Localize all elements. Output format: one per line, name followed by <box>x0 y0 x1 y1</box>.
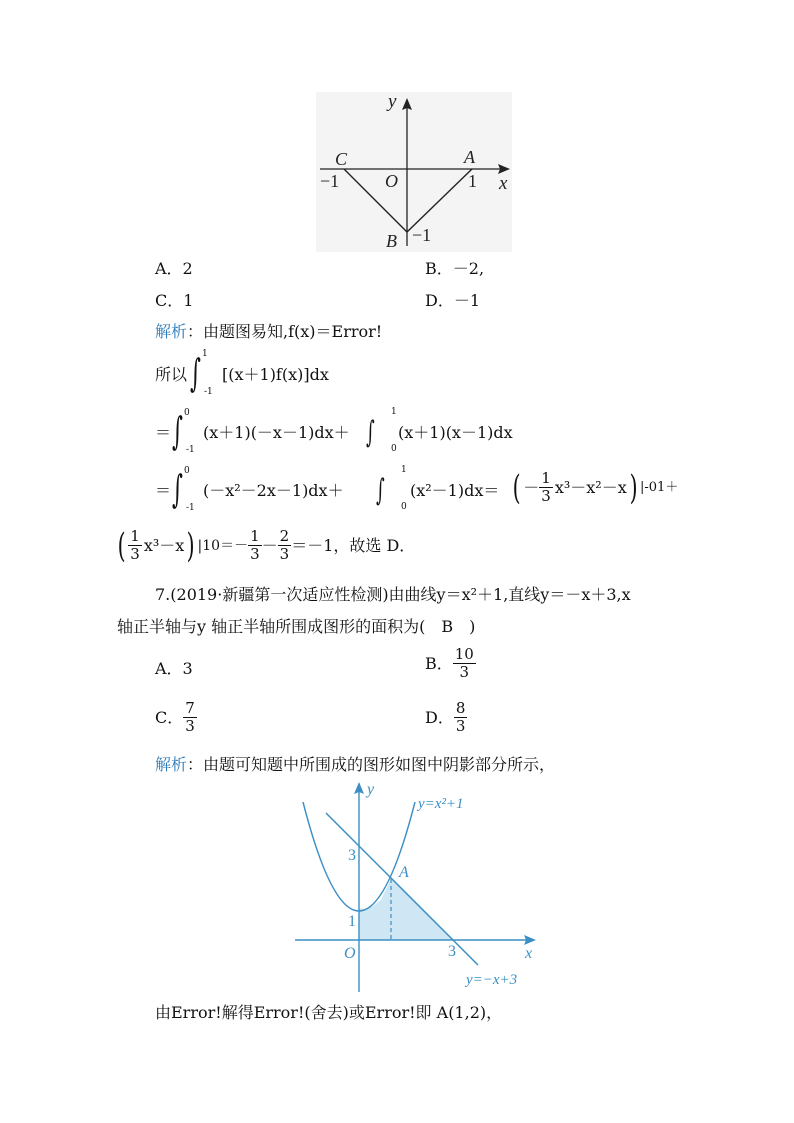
integral-sign: ∫ <box>366 415 375 450</box>
fraction-numerator: 1 <box>130 527 140 545</box>
fraction <box>539 470 553 505</box>
right-paren: ) <box>629 467 638 508</box>
fraction-numerator: 8 <box>455 699 466 717</box>
sol6-line4-lower: -1 <box>186 503 195 513</box>
curve-label: y=x²+1 <box>418 796 464 812</box>
sol7-label: 解析 <box>155 755 188 774</box>
option-prefix: C． <box>155 707 184 727</box>
sol6-line1 <box>155 322 382 342</box>
sol6-line5-minus: － <box>261 535 278 555</box>
q7-option-c <box>155 700 197 735</box>
figure-1-label-B: B <box>386 231 397 251</box>
integral-sign: ∫ <box>376 473 385 508</box>
figure-1-label-y: y <box>388 92 397 112</box>
right-paren: ) <box>186 525 195 566</box>
integral-sign: ∫ <box>190 351 201 395</box>
sol6-line5 <box>115 525 416 566</box>
sol6-line3-upper: 0 <box>184 408 190 418</box>
sol7-final-line: 由Error!解得Error!(舍去)或Error!即 A(1,2)， <box>155 1003 503 1022</box>
figure-2-label-A: A <box>399 864 409 881</box>
fraction-numerator: 10 <box>454 645 474 663</box>
sol6-line3-integrand2: (x＋1)(x－1)dx <box>398 423 513 442</box>
left-paren: ( <box>117 525 126 566</box>
sol6-line4-eq: ＝ <box>155 481 172 500</box>
figure-2-label-x: x <box>525 945 533 962</box>
sol6-line4-bracket-expr <box>510 467 679 508</box>
integral-sign: ∫ <box>172 409 183 453</box>
q7-option-a: A．3 <box>155 659 193 678</box>
fraction-denominator: 3 <box>455 717 466 735</box>
figure-1-label-neg1-x: −1 <box>320 171 340 191</box>
sol6-line3-integrand1: (x＋1)(－x－1)dx＋ <box>203 423 350 442</box>
fraction-denominator: 3 <box>250 545 260 563</box>
integral-sign: ∫ <box>172 467 183 511</box>
figure-2-label-y: y <box>367 781 375 798</box>
figure-2-label-O: O <box>344 945 356 962</box>
sol6-line5-bar: |10＝－ <box>197 537 249 554</box>
q7-stem-line1: 7.(2019·新疆第一次适应性检测)由曲线y＝x²＋1,直线y＝－x＋3,x <box>155 585 631 604</box>
fraction-denominator: 3 <box>541 487 551 505</box>
fraction <box>278 528 292 563</box>
fraction <box>183 700 197 735</box>
q6-option-d: D．－1 <box>425 291 481 310</box>
figure-1-graph <box>316 92 512 252</box>
q7-option-b <box>425 646 476 681</box>
option-prefix: B． <box>425 653 453 673</box>
option-prefix: D． <box>425 707 454 727</box>
sol6-line2-upper: 1 <box>202 349 208 359</box>
figure-1-label-A: A <box>464 147 475 167</box>
fraction-denominator: 3 <box>459 663 470 681</box>
sol6-line4-minus: － <box>523 477 540 497</box>
fraction-numerator: 1 <box>250 527 260 545</box>
q7-option-d <box>425 700 467 735</box>
sol6-line5-end: ＝－1，故选 D． <box>291 535 416 555</box>
fraction-numerator: 2 <box>279 527 290 545</box>
figure-1-label-neg1-y: −1 <box>412 225 432 245</box>
figure-2-graph <box>293 778 543 996</box>
fraction-denominator: 3 <box>185 717 195 735</box>
sol6-line4-tail: |-01＋ <box>640 479 679 495</box>
fraction-denominator: 3 <box>279 545 290 563</box>
sol6-line4-integrand2: (x²－1)dx＝ <box>410 481 500 500</box>
figure-1-label-C: C <box>335 149 348 169</box>
figure-1-label-1: 1 <box>468 171 477 191</box>
sol6-line4-upper2: 1 <box>401 465 407 475</box>
sol6-line2-integrand: [(x＋1)f(x)]dx <box>222 365 329 384</box>
sol6-line4-rest: x³－x²－x <box>554 477 627 497</box>
sol6-line2-prefix: 所以 <box>155 365 188 384</box>
fraction-numerator: 1 <box>541 469 551 487</box>
sol6-line4-lower2: 0 <box>401 502 407 512</box>
q6-option-c: C．1 <box>155 291 194 310</box>
figure-1-label-x: x <box>499 173 508 194</box>
fraction-numerator: 7 <box>185 699 195 717</box>
sol7-text: ：由题可知题中所围成的图形如图中阴影部分所示， <box>187 755 556 774</box>
figure-2-label-1y: 1 <box>348 913 356 930</box>
sol6-line3-upper2: 1 <box>391 407 397 417</box>
sol6-line3-lower2: 0 <box>391 444 397 454</box>
sol6-line5-in: x³－x <box>143 535 185 555</box>
figure-1-label-O: O <box>385 171 398 191</box>
q7-stem-line2: 轴正半轴与y 轴正半轴所围成图形的面积为( B ) <box>117 617 476 636</box>
fraction <box>453 646 476 681</box>
fraction <box>128 528 142 563</box>
figure-2-label-3x: 3 <box>448 943 456 960</box>
shaded-region <box>359 879 454 940</box>
fraction-denominator: 3 <box>130 545 140 563</box>
sol6-line4-integrand1: (－x²－2x－1)dx＋ <box>203 481 344 500</box>
q6-option-b: B．－2, <box>425 259 485 278</box>
sol6-line3-eq: ＝ <box>155 423 172 442</box>
fraction <box>248 528 262 563</box>
sol6-line1-text: 由题图易知,f(x)＝Error! <box>203 322 383 341</box>
figure-2-label-3y: 3 <box>348 847 356 864</box>
sol6-line4-upper: 0 <box>184 466 190 476</box>
line-label: y=−x+3 <box>466 972 518 988</box>
sol6-colon: ： <box>187 322 204 341</box>
sol6-line2-lower: -1 <box>204 387 213 397</box>
sol6-label: 解析 <box>155 322 188 341</box>
left-paren: ( <box>512 467 521 508</box>
q6-option-a: A．2 <box>155 259 193 278</box>
sol7-line1 <box>155 755 555 775</box>
fraction <box>454 700 468 735</box>
sol6-line3-lower: -1 <box>186 445 195 455</box>
